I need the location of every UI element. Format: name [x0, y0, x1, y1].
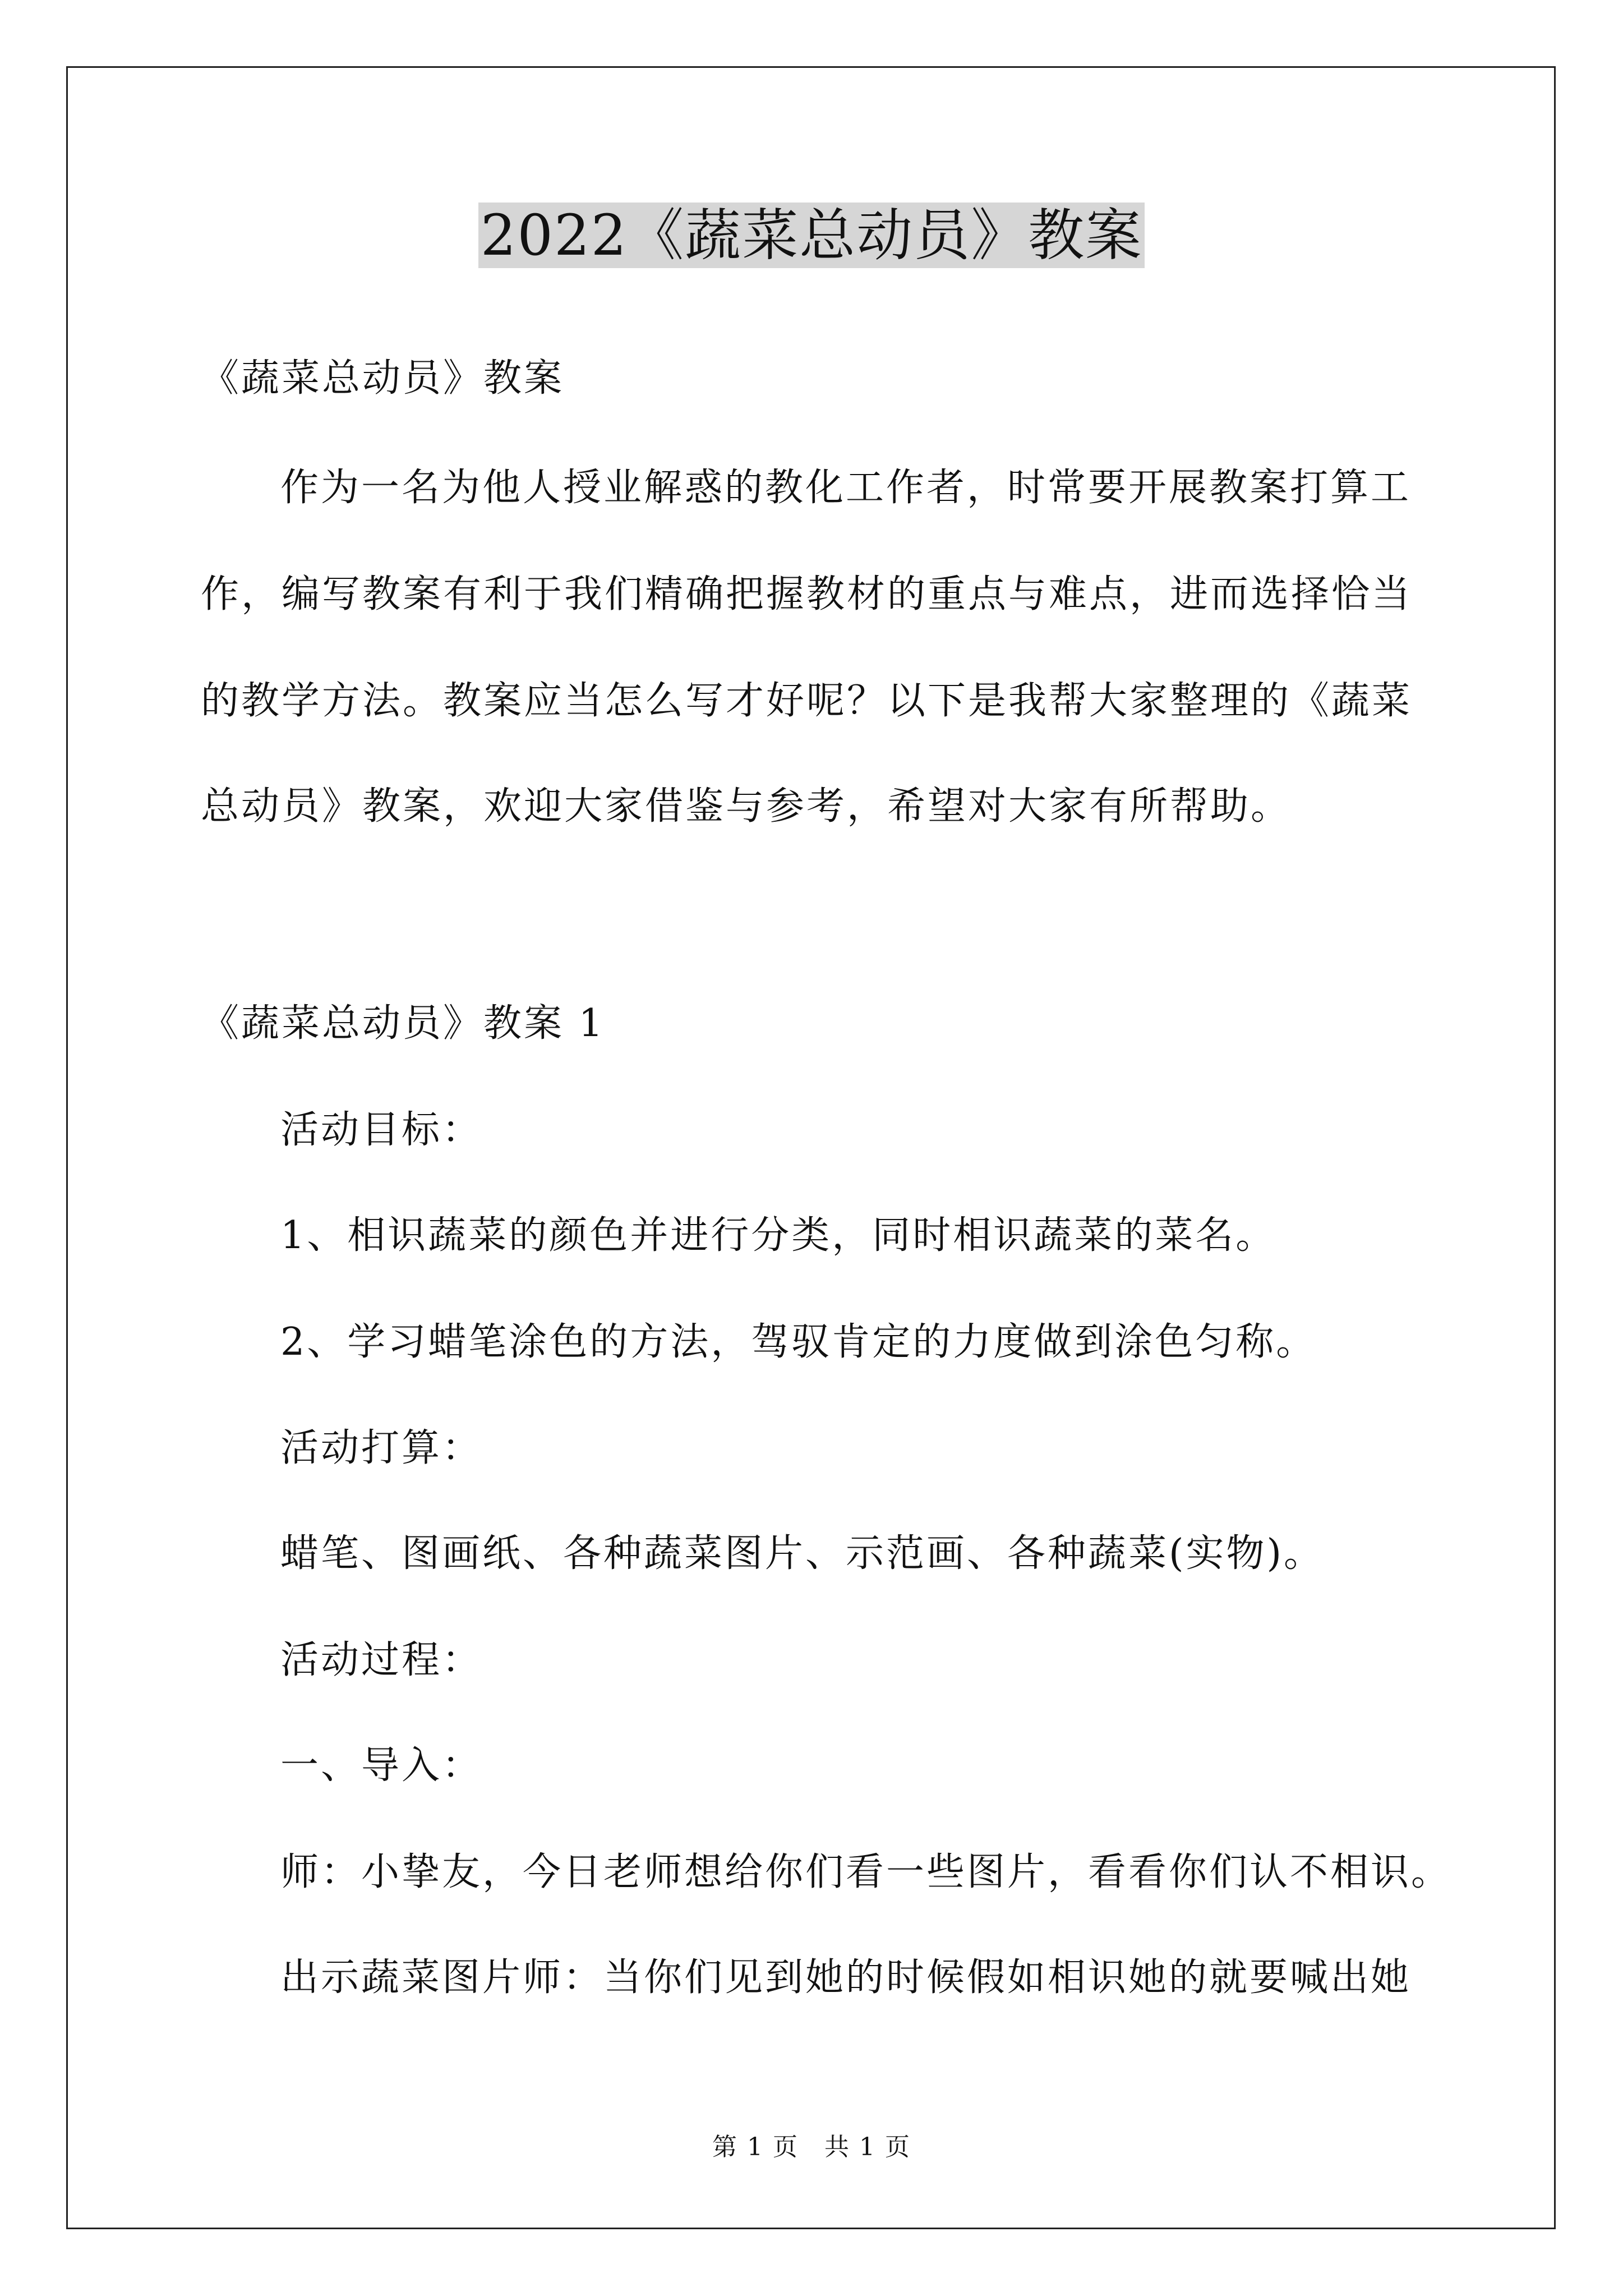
- document-subtitle: 《蔬菜总动员》教案: [201, 356, 565, 401]
- intro-line-3: 的教学方法。教案应当怎么写才好呢？以下是我帮大家整理的《蔬菜: [201, 679, 1413, 723]
- section-title: 《蔬菜总动员》教案 1: [201, 1001, 605, 1046]
- intro-line-4: 总动员》教案，欢迎大家借鉴与参考，希望对大家有所帮助。: [201, 784, 1292, 829]
- content-line-process-heading: 活动过程：: [280, 1638, 483, 1682]
- content-line-teacher-2: 出示蔬菜图片师：当你们见到她的时候假如相识她的就要喊出她: [280, 1955, 1412, 2000]
- document-title-text: 2022《蔬菜总动员》教案: [478, 203, 1145, 268]
- content-line-prep-heading: 活动打算：: [280, 1426, 483, 1470]
- content-line-goal-2: 2、学习蜡笔涂色的方法，驾驭肯定的力度做到涂色匀称。: [280, 1320, 1317, 1364]
- content-line-materials: 蜡笔、图画纸、各种蔬菜图片、示范画、各种蔬菜(实物)。: [280, 1531, 1325, 1576]
- content-line-teacher-1: 师：小挚友，今日老师想给你们看一些图片，看看你们认不相识。: [280, 1850, 1452, 1894]
- document-title: [0, 199, 1623, 272]
- content-line-intro-heading: 一、导入：: [280, 1743, 483, 1788]
- page-number: 第 1 页 共 1 页: [712, 2133, 911, 2161]
- content-line-goals-heading: 活动目标：: [280, 1108, 483, 1152]
- intro-line-1: 作为一名为他人授业解惑的教化工作者，时常要开展教案打算工: [280, 466, 1412, 510]
- content-line-goal-1: 1、相识蔬菜的颜色并进行分类，同时相识蔬菜的菜名。: [280, 1213, 1276, 1258]
- intro-line-2: 作，编写教案有利于我们精确把握教材的重点与难点，进而选择恰当: [201, 572, 1413, 616]
